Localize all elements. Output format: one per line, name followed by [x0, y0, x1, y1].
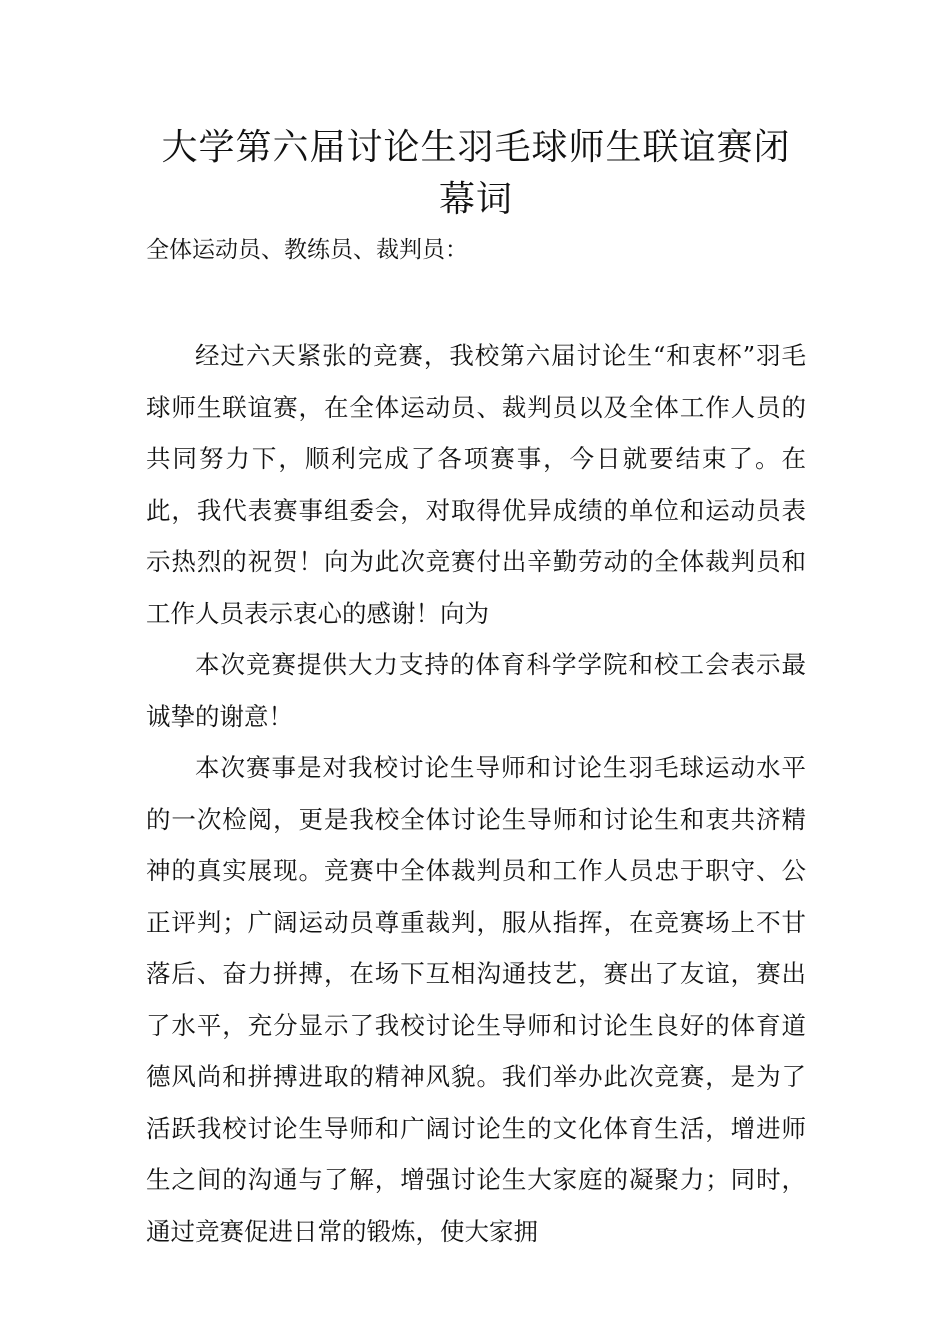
document-title: 大学第六届讨论生羽毛球师生联谊赛闭幕词 [161, 127, 791, 220]
document-body [146, 330, 806, 1257]
salutation: 全体运动员、教练员、裁判员： [146, 237, 468, 263]
paragraph: 经过六天紧张的竞赛，我校第六届讨论生“和衷杯”羽毛球师生联谊赛，在全体运动员、裁判员以及全体工作人员的共同努力下，顺利完成了各项赛事，今日就要结束了。在此，我代表赛事组委会，对取得优异成绩的单位和运动员表示热烈的祝贺！向为此次竞赛付出辛勤劳动的全体裁判员和工作人员表示衷心的感谢！向为 [146, 341, 806, 628]
paragraph: 本次竞赛提供大力支持的体育科学学院和校工会表示最诚挚的谢意！ [146, 650, 806, 731]
paragraph: 本次赛事是对我校讨论生导师和讨论生羽毛球运动水平的一次检阅，更是我校全体讨论生导师和讨论生和衷共济精神的真实展现。竞赛中全体裁判员和工作人员忠于职守、公正评判；广阔运动员尊重裁判，服从指挥，在竞赛场上不甘落后、奋力拼搏，在场下互相沟通技艺，赛出了友谊，赛出了水平，充分显示了我校讨论生导师和讨论生良好的体育道德风尚和拼搏进取的精神风貌。我们举办此次竞赛，是为了活跃我校讨论生导师和广阔讨论生的文化体育生活，增进师生之间的沟通与了解，增强讨论生大家庭的凝聚力；同时，通过竞赛促进日常的锻炼，使大家拥 [146, 753, 806, 1246]
